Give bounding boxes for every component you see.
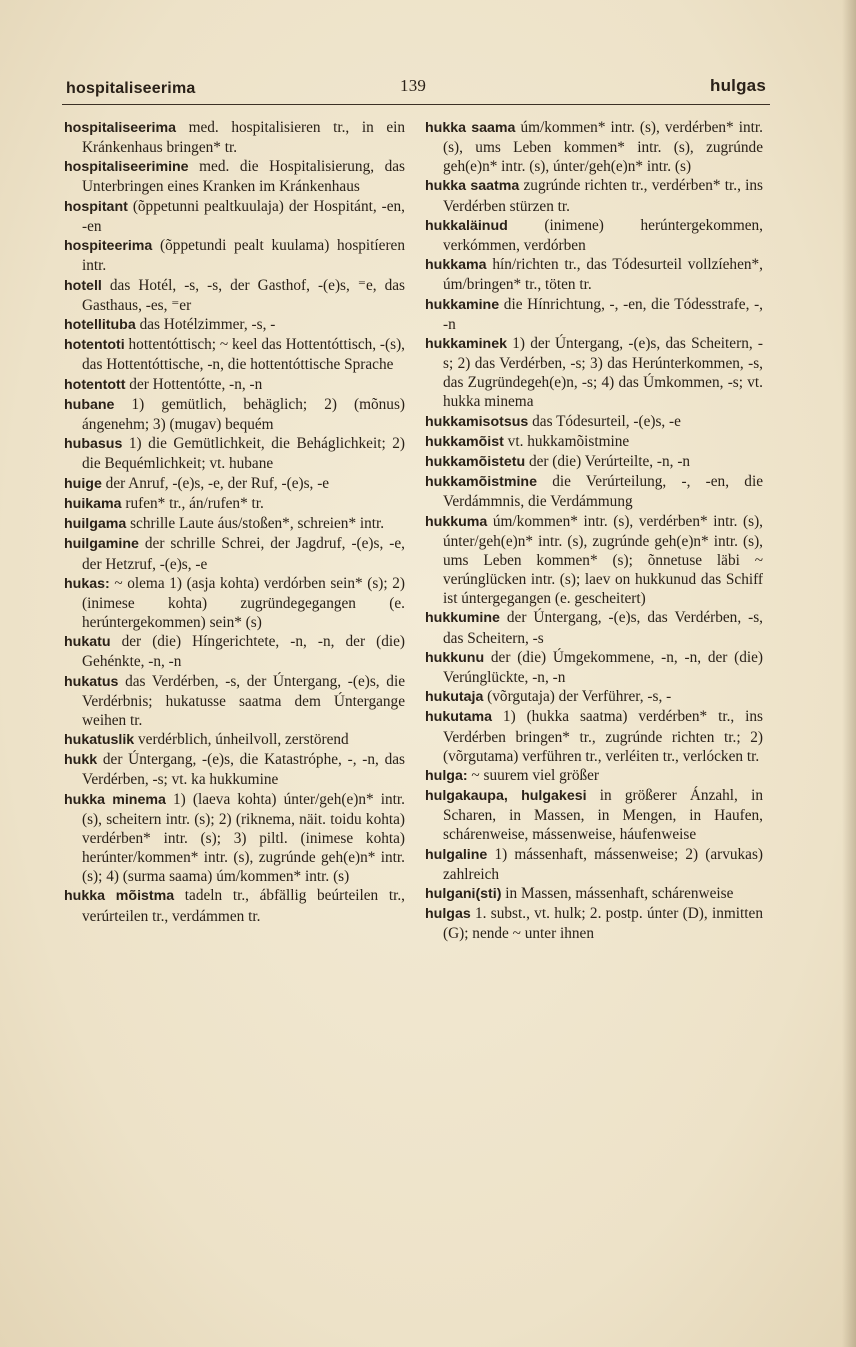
entry-definition: das Tódesurteil, -(e)s, -e — [532, 412, 681, 430]
entry-headword: hulgakaupa, hulgakesi — [425, 788, 587, 805]
dictionary-entry — [425, 608, 763, 647]
dictionary-entry — [425, 884, 763, 904]
dictionary-entry — [425, 216, 763, 255]
dictionary-entry — [64, 236, 405, 275]
entry-headword: hukkunu — [425, 649, 485, 666]
left-column — [64, 118, 405, 926]
dictionary-entry — [425, 334, 763, 411]
entry-headword: hulgaline — [425, 846, 488, 863]
entry-headword: huilgama — [64, 516, 127, 533]
dictionary-entry — [64, 534, 405, 573]
dictionary-entry — [64, 790, 405, 886]
entry-definition: (õppetunni pealtkuulaja) der Hospitánt, -en, -en — [82, 197, 405, 235]
entry-definition: der Úntergang, -(e)s, die Katastróphe, -, -n, das Verdérben, -s; vt. ka hukkumine — [82, 751, 405, 789]
entry-definition: 1) (laeva kohta) únter/geh(e)n* intr. (s), scheitern intr. (s); 2) (riknema, näit. toidu kohta) verdérben* intr. (s); 3) piltl. (inimese kohta) herúnter/kommen* intr. (s), zugrúnde geh(e)n* intr. (s); 4) (surma saama) úm/kommen* intr. (s) — [82, 790, 405, 886]
entry-definition: der schrille Schrei, der Jagdruf, -(e)s, -e, der Hetzruf, -(e)s, -e — [82, 535, 405, 573]
dictionary-entry — [425, 512, 763, 608]
entry-definition: 1) gemütlich, behäglich; 2) (mõnus) ángenehm; 3) (mugav) bequém — [82, 395, 405, 433]
entry-headword: hukatuslik — [64, 732, 135, 749]
entry-definition: tadeln tr., ábfällig beúrteilen tr., verúrteilen tr., verdámmen tr. — [82, 887, 405, 925]
dictionary-entry — [64, 672, 405, 730]
entry-headword: hospiteerima — [64, 238, 153, 255]
entry-definition: 1) der Úntergang, -(e)s, das Scheitern, -s; 2) das Verdérben, -s; 3) das Herúnterkommen, -s, das Zugründegeh(e)n, -s; 4) das Úmkommen, -s; vt. hukka minema — [443, 334, 763, 411]
dictionary-entry — [64, 514, 405, 534]
page-edge-shadow — [842, 0, 856, 1347]
entry-headword: hukka mõistma — [64, 888, 175, 905]
entry-definition: (inimene) herúntergekommen, verkómmen, verdórben — [443, 216, 763, 254]
dictionary-entry — [425, 295, 763, 334]
header-rule — [62, 104, 770, 105]
entry-headword: hulgani(sti) — [425, 886, 502, 903]
dictionary-entry — [425, 707, 763, 765]
entry-headword: hukatu — [64, 634, 111, 651]
entry-headword: hukkaminek — [425, 335, 508, 352]
header-right-guideword: hulgas — [710, 76, 766, 95]
entry-definition: (õppetundi pealt kuulama) hospitíeren intr. — [82, 237, 405, 275]
entry-headword: hukutaja — [425, 689, 484, 706]
entry-definition: in größerer Ánzahl, in Scharen, in Massen, in Mengen, in Haufen, schárenweise, mássenweise, háufenweise — [443, 787, 763, 844]
entry-definition: úm/kommen* intr. (s), verdérben* intr. (s), únter/geh(e)n* intr. (s), zugrúnde geh(e)n* intr. (s), ums Leben kommen* (s); õnnetuse läbi ~ verúnglücken intr. (s); laev on hukkunud das Schiff ist úntergegangen (e. gescheitert) — [443, 512, 763, 608]
dictionary-entry — [425, 176, 763, 215]
entry-definition: zugrúnde richten tr., verdérben* tr., ins Verdérben stürzen tr. — [443, 177, 763, 215]
header-left-guideword: hospitaliseerima — [66, 80, 196, 97]
dictionary-entry — [64, 632, 405, 671]
entry-definition: das Hotél, -s, -s, der Gasthof, -(e)s, ⁼e, das Gasthaus, -es, ⁼er — [82, 276, 406, 314]
entry-headword: hukkamõist — [425, 433, 504, 450]
entry-headword: hospitaliseerimine — [64, 159, 189, 176]
entry-definition: schrille Laute áus/stoßen*, schreien* intr. — [130, 515, 385, 533]
entry-definition: 1) mássenhaft, mássenweise; 2) (arvukas) zahlreich — [443, 845, 764, 883]
entry-headword: hulgas — [425, 906, 471, 923]
entry-headword: hukkamõistmine — [425, 474, 537, 491]
entry-definition: die Hínrichtung, -, -en, die Tódesstrafe, -, -n — [443, 295, 763, 333]
dictionary-entry — [425, 845, 763, 884]
dictionary-entry — [425, 452, 763, 472]
entry-headword: hukkamine — [425, 296, 500, 313]
entry-definition: med. die Hospitalisierung, das Unterbringen eines Kranken im Kránkenhaus — [82, 158, 405, 196]
entry-headword: hukutama — [425, 709, 493, 726]
entry-definition: der Anruf, -(e)s, -e, der Ruf, -(e)s, -e — [105, 474, 330, 492]
entry-headword: hukk — [64, 752, 98, 769]
dictionary-entry — [425, 648, 763, 687]
entry-definition: vt. hukkamõistmine — [507, 432, 630, 450]
entry-headword: hukkumine — [425, 610, 500, 627]
entry-definition: ~ suurem viel größer — [471, 766, 600, 784]
entry-headword: hukkuma — [425, 513, 488, 530]
entry-definition: der Hottentótte, -n, -n — [129, 375, 263, 393]
entry-headword: hulga: — [425, 767, 468, 784]
entry-headword: hotentoti — [64, 337, 125, 354]
entry-definition: verdérblich, únheilvoll, zerstörend — [138, 731, 349, 749]
entry-definition: rufen* tr., án/rufen* tr. — [125, 494, 264, 512]
entry-headword: hukkamõistetu — [425, 454, 526, 471]
dictionary-entry — [425, 904, 763, 943]
entry-headword: hukatus — [64, 673, 119, 690]
entry-headword: hukas: — [64, 575, 110, 592]
entry-headword: hubasus — [64, 436, 123, 453]
dictionary-entry — [64, 375, 405, 395]
entry-definition: das Verdérben, -s, der Úntergang, -(e)s, die Verdérbnis; hukatusse saatma dem Úntergange weihen tr. — [82, 672, 405, 729]
dictionary-entry — [64, 335, 405, 374]
dictionary-entry — [64, 395, 405, 434]
entry-headword: huilgamine — [64, 536, 139, 553]
entry-definition: in Massen, mássenhaft, schárenweise — [505, 885, 734, 903]
dictionary-entry — [425, 472, 763, 511]
entry-headword: hukkamisotsus — [425, 413, 529, 430]
entry-headword: hotentott — [64, 376, 126, 393]
entry-headword: hotell — [64, 277, 102, 294]
entry-headword: huikama — [64, 495, 122, 512]
right-column — [425, 118, 763, 944]
entry-headword: hotellituba — [64, 316, 136, 333]
entry-headword: hospitant — [64, 198, 128, 215]
entry-definition: der (die) Úmgekommene, -n, -n, der (die) Verúnglückte, -n, -n — [443, 648, 763, 686]
dictionary-entry — [425, 687, 763, 707]
dictionary-entry — [64, 315, 405, 335]
entry-definition: hín/richten tr., das Tódesurteil vollzíehen*, úm/bringen* tr., töten tr. — [443, 256, 763, 294]
entry-headword: hukka saama — [425, 120, 516, 136]
dictionary-entry — [64, 276, 405, 315]
dictionary-entry — [64, 118, 405, 157]
dictionary-entry — [64, 434, 405, 473]
entry-definition: úm/kommen* intr. (s), verdérben* intr. (s), ums Leben kommen* intr. (s), zugrúnde geh(e)n* intr. (s), únter/geh(e)n* intr. (s) — [443, 119, 764, 176]
entry-headword: hospitaliseerima — [64, 120, 176, 136]
entry-headword: hukkaläinud — [425, 217, 508, 234]
entry-definition: der (die) Verúrteilte, -n, -n — [528, 453, 691, 471]
entry-definition: der Úntergang, -(e)s, das Verdérben, -s, das Scheitern, -s — [443, 609, 764, 647]
entry-headword: hukkama — [425, 257, 487, 274]
dictionary-entry — [425, 118, 763, 176]
entry-definition: das Hotélzimmer, -s, - — [139, 315, 276, 333]
dictionary-entry — [64, 197, 405, 236]
page-number: 139 — [400, 76, 427, 95]
dictionary-entry — [64, 750, 405, 789]
dictionary-entry — [425, 766, 763, 786]
dictionary-entry — [64, 494, 405, 514]
entry-definition: (võrgutaja) der Verführer, -s, - — [487, 688, 672, 706]
entry-definition: 1. subst., vt. hulk; 2. postp. únter (D), inmitten (G); nende ~ unter ihnen — [443, 905, 763, 943]
entry-definition: hottentóttisch; ~ keel das Hottentóttisch, -(s), das Hottentóttische, -n, die hottentóttische Sprache — [82, 336, 405, 374]
entry-definition: med. hospitalisieren tr., in ein Kránkenhaus bringen* tr. — [82, 119, 406, 157]
entry-headword: hukka saatma — [425, 178, 520, 195]
dictionary-entry — [64, 474, 405, 494]
entry-headword: hukka minema — [64, 791, 166, 808]
entry-definition: 1) (hukka saatma) verdérben* tr., ins Verdérben bringen* tr., zugrúnde richten tr.; 2) (võrgutama) verführen tr., verléiten tr., verlócken tr. — [443, 708, 764, 765]
entry-definition: der (die) Híngerichtete, -n, -n, der (die) Gehénkte, -n, -n — [82, 633, 406, 671]
dictionary-entry — [425, 255, 763, 294]
entry-definition: 1) die Gemütlichkeit, die Beháglichkeit; 2) die Bequémlichkeit; vt. hubane — [82, 435, 405, 473]
dictionary-entry — [425, 412, 763, 432]
dictionary-entry — [64, 157, 405, 196]
entry-definition: die Verúrteilung, -, -en, die Verdámmnis, die Verdámmung — [443, 473, 763, 511]
entry-definition: ~ olema 1) (asja kohta) verdórben sein* (s); 2) (inimese kohta) zugründegegangen (e. herúntergekommen) sein* (s) — [82, 574, 405, 631]
dictionary-entry — [425, 432, 763, 452]
entry-headword: hubane — [64, 396, 115, 413]
dictionary-entry — [425, 786, 763, 844]
entry-headword: huige — [64, 475, 102, 492]
dictionary-entry — [64, 574, 405, 632]
page-header — [66, 76, 766, 100]
dictionary-entry — [64, 886, 405, 925]
dictionary-entry — [64, 730, 405, 750]
